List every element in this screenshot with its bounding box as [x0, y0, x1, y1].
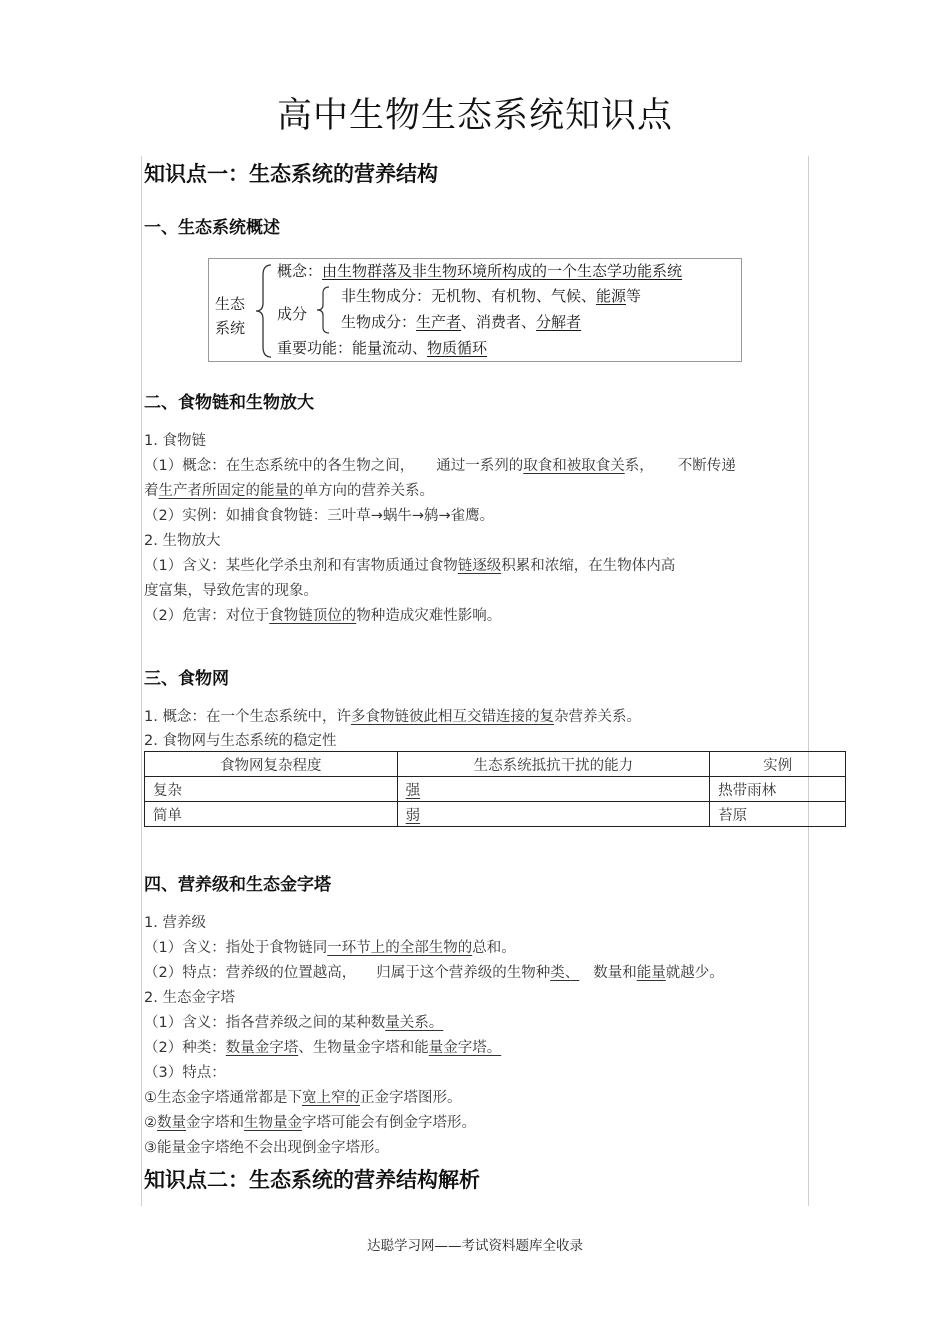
text-line: （2）实例：如捕食食物链：三叶草→蜗牛→鸫→雀鹰。: [144, 508, 495, 524]
table-row: [145, 777, 846, 802]
text-line: ①生态金字塔通常都是下宽上窄的正金字塔图形。: [144, 1090, 462, 1106]
table-cell: 热带雨林: [710, 777, 846, 802]
table-cell: 强: [397, 777, 710, 802]
table-row: [145, 802, 846, 827]
diagram-root-line2: 系统: [215, 319, 246, 337]
text-line: 度富集，导致危害的现象。: [144, 583, 318, 599]
diagram-biotic: 生物成分：生产者、消费者、分解者: [341, 313, 582, 331]
page-footer: 达聪学习网——考试资料题库全收录: [367, 1238, 583, 1254]
table-cell: 苔原: [710, 802, 846, 827]
diagram-components-label: 成分: [277, 305, 308, 323]
text-line: 2. 食物网与生态系统的稳定性: [144, 733, 337, 749]
text-line: 1. 概念：在一个生态系统中，许多食物链彼此相互交错连接的复杂营养关系。: [144, 709, 641, 725]
diagram-concept: 概念：由生物群落及非生物环境所构成的一个生态学功能系统: [277, 262, 683, 280]
table-header-row: [145, 752, 846, 777]
subsection-heading-overview: 一、生态系统概述: [144, 218, 280, 238]
text-line: 着生产者所固定的能量的单方向的营养关系。: [144, 483, 434, 499]
page-title: 高中生物生态系统知识点: [276, 96, 673, 136]
ecosystem-diagram: [208, 258, 742, 362]
text-line: 1. 营养级: [144, 915, 206, 931]
text-line: （2）种类：数量金字塔、生物量金字塔和能量金字塔。: [144, 1040, 502, 1056]
diagram-abiotic: 非生物成分：无机物、有机物、气候、能源等: [341, 287, 642, 305]
text-line: （1）含义：某些化学杀虫剂和有害物质通过食物链逐级积累和浓缩，在生物体内高: [144, 558, 676, 574]
table-cell: 简单: [145, 802, 398, 827]
section-heading-1: 知识点一：生态系统的营养结构: [144, 162, 438, 186]
text-line: 2. 生物放大: [144, 533, 221, 549]
table-header-cell: 生态系统抵抗干扰的能力: [397, 752, 710, 777]
text-line: （1）含义：指处于食物链同一环节上的全部生物的总和。: [144, 940, 516, 956]
text-line: ③能量金字塔绝不会出现倒金字塔形。: [144, 1140, 389, 1156]
table-header-cell: 食物网复杂程度: [145, 752, 398, 777]
text-line: ②数量金字塔和生物量金字塔可能会有倒金字塔形。: [144, 1115, 476, 1131]
brace-small-icon: [315, 285, 333, 335]
brace-icon: [253, 263, 277, 359]
text-line: （1）概念：在生态系统中的各生物之间， 通过一系列的取食和被取食关系， 不断传递: [144, 458, 736, 474]
text-line: （3）特点：: [144, 1065, 226, 1081]
subsection-heading-trophic-level: 四、营养级和生态金字塔: [144, 875, 331, 895]
text-line: （2）危害：对位于食物链顶位的物种造成灾难性影响。: [144, 608, 502, 624]
subsection-heading-food-web: 三、食物网: [144, 669, 229, 689]
diagram-root-line1: 生态: [215, 295, 246, 313]
section-heading-2: 知识点二：生态系统的营养结构解析: [144, 1168, 480, 1192]
table-header-cell: 实例: [710, 752, 846, 777]
table-cell: 复杂: [145, 777, 398, 802]
subsection-heading-food-chain: 二、食物链和生物放大: [144, 393, 314, 413]
diagram-function: 重要功能：能量流动、物质循环: [277, 339, 488, 357]
text-line: （2）特点：营养级的位置越高， 归属于这个营养级的生物种类、 数量和能量就越少。: [144, 965, 724, 981]
table-cell: 弱: [397, 802, 710, 827]
text-line: 2. 生态金字塔: [144, 990, 235, 1006]
text-line: （1）含义：指各营养级之间的某种数量关系。: [144, 1015, 444, 1031]
text-line: 1. 食物链: [144, 433, 206, 449]
stability-table: [144, 751, 846, 827]
